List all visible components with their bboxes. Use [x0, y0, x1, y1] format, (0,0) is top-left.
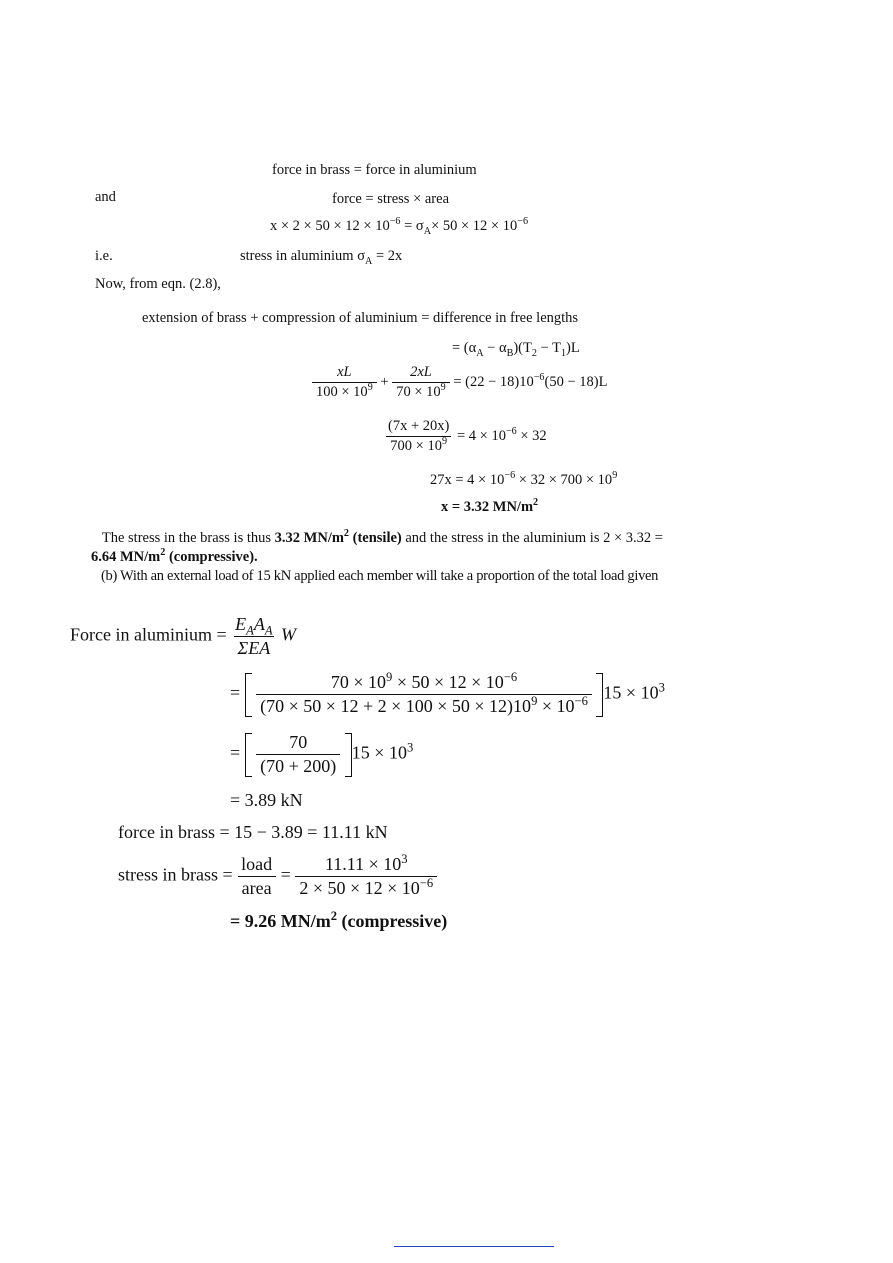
exponent: 9	[612, 470, 618, 482]
text-bold: (tensile)	[348, 530, 402, 546]
numerator: 11.11 × 10	[324, 854, 402, 874]
term: = (22 − 18)10	[453, 373, 534, 390]
term: = 4 × 10	[456, 427, 506, 444]
eq-lhs: stress in brass	[118, 864, 218, 885]
term: − α	[483, 340, 507, 356]
ref-eqn: Now, from eqn. (2.8),	[95, 276, 221, 292]
exponent: 9	[386, 670, 393, 684]
eq-extension	[142, 310, 578, 327]
left-bracket	[245, 673, 252, 717]
exponent: 2	[330, 909, 338, 923]
exponent: −6	[503, 670, 518, 684]
subscript: A	[423, 225, 432, 237]
term: × 50 × 12 × 10	[431, 218, 518, 234]
eq-lhs: Force in aluminium	[70, 624, 212, 645]
eq-force-stress-area: force = stress × area	[332, 191, 450, 207]
fraction	[256, 672, 592, 717]
eq-stress-brass: stress in brass = $\frac{\text{load}}{\text{area}}$ = $\frac{11.11 \times 10^3}{2 \times 50 \times 12 \times 10^{-6}}$	[118, 854, 437, 899]
denominator: 2 × 50 × 12 × 10	[299, 878, 420, 898]
term: stress in aluminium σ	[240, 248, 366, 264]
denominator: 700 × 10	[390, 438, 442, 454]
left-bracket	[245, 733, 252, 777]
label-and: and	[95, 189, 116, 205]
denominator: (70 × 50 × 12 + 2 × 100 × 50 × 12)10	[260, 696, 532, 716]
eq-sigma-a	[270, 218, 528, 235]
term: 27x = 4 × 10	[430, 472, 505, 488]
eq-lhs: force in brass	[272, 162, 351, 178]
exponent: −6	[533, 372, 545, 383]
exponent: 9	[441, 436, 448, 448]
text: (b) With an external load of 15 kN applied each member will take a proportion of the total load given	[100, 568, 659, 584]
numerator: (7x + 20x)	[388, 418, 450, 434]
exponent: 3	[401, 852, 408, 866]
fraction	[256, 732, 340, 777]
exponent: 9	[531, 694, 538, 708]
plus-sign: +	[380, 373, 389, 390]
denominator: × 10	[537, 696, 575, 716]
term: = 2x	[375, 248, 403, 264]
term: × 32	[516, 427, 547, 444]
term: − T	[536, 340, 561, 356]
text-bold: 6.64 MN/m	[91, 549, 161, 565]
subscript: A	[246, 623, 254, 638]
eq-stress-brass-result	[230, 911, 447, 932]
subscript: A	[476, 347, 484, 359]
numerator: E	[235, 614, 247, 634]
numerator: xL	[337, 364, 352, 380]
subscript: 1	[560, 347, 567, 359]
eq-force-balance: force in brass = force in aluminium	[272, 162, 477, 178]
exponent: 3	[658, 680, 665, 695]
subscript: A	[264, 623, 273, 638]
paragraph-stress-summary	[91, 529, 691, 567]
exponent: −6	[389, 216, 401, 228]
eq-rhs: stress × area	[377, 191, 450, 207]
exponent: 2	[160, 547, 166, 559]
numerator: × 50 × 12 × 10	[392, 672, 504, 692]
numerator: A	[253, 614, 265, 634]
exponent: 9	[367, 382, 373, 394]
numerator: 70	[289, 732, 308, 752]
denominator: ΣEA	[234, 636, 275, 659]
eq-combined	[384, 418, 547, 455]
term: x × 2 × 50 × 12 × 10	[270, 218, 390, 234]
term: (50 − 18)L	[544, 373, 608, 390]
fraction	[312, 364, 377, 401]
fraction	[231, 614, 276, 659]
denominator: area	[238, 876, 276, 899]
term: 15 × 10	[351, 742, 407, 763]
term: (compressive)	[337, 911, 448, 931]
eq-force-aluminium-numbers: = $\frac{70 \times 10^9 \times 50 \times 12 \times 10^{-6}}{(70 \times 50 \times 12 + 2 \times 100 \times 50 \times 12)10^9 \times 10^{-6}}$ $15 \times 10^3$	[230, 670, 665, 716]
subscript: 2	[531, 347, 537, 359]
term: )(T	[513, 340, 532, 356]
eq-rhs: force in aluminium	[365, 162, 477, 178]
term: = 9.26 MN/m	[230, 911, 331, 931]
term: x = 3.32 MN/m	[441, 499, 534, 515]
label-ie: i.e.	[95, 248, 113, 264]
text-bold: 3.32 MN/m	[274, 530, 344, 546]
eq-27x	[430, 472, 617, 489]
term: × 32 × 700 × 10	[515, 472, 613, 488]
eq-lhs: force in brass	[118, 822, 215, 842]
fraction	[392, 364, 450, 401]
exponent: 2	[533, 497, 539, 509]
eq-lhs: force	[332, 191, 362, 207]
denominator: 70 × 10	[396, 384, 441, 400]
term: W	[281, 624, 297, 645]
fraction	[384, 418, 453, 455]
numerator: 2xL	[410, 364, 432, 380]
subscript: A	[365, 255, 373, 267]
subscript: B	[506, 347, 514, 359]
denominator: 100 × 10	[316, 384, 368, 400]
exponent: −6	[505, 426, 517, 437]
text: and the stress in the aluminium is 2 × 3.32 =	[401, 530, 663, 546]
fraction	[295, 854, 437, 899]
text: The stress in the brass is thus	[101, 530, 275, 546]
eq-rhs: = 15 − 3.89 = 11.11 kN	[219, 822, 388, 842]
right-bracket	[345, 733, 352, 777]
exponent: 9	[440, 382, 446, 394]
text-bold: (compressive).	[165, 549, 258, 565]
term: 15 × 10	[603, 682, 659, 703]
term: = (α	[452, 340, 477, 356]
term: )L	[566, 340, 580, 356]
numerator: load	[241, 854, 273, 874]
eq-force-brass	[118, 822, 388, 843]
eq-thermal-difference	[452, 340, 580, 357]
exponent: −6	[574, 694, 588, 708]
exponent: −6	[504, 470, 516, 482]
numerator: 70 × 10	[330, 672, 387, 692]
fraction	[237, 854, 276, 899]
eq-force-aluminium-result: = 3.89 kN	[230, 790, 303, 810]
eq-force-aluminium: Force in aluminium = $\frac{E_AA_A}{\text{ΣEA}}$ W	[70, 614, 297, 658]
eq-rhs: = difference in free lengths	[421, 310, 579, 326]
exponent: −6	[419, 876, 434, 890]
exponent: 2	[343, 528, 349, 540]
eq-stress-aluminium	[240, 248, 402, 265]
term: = σ	[404, 218, 424, 234]
exponent: −6	[517, 216, 529, 228]
exponent: 3	[406, 740, 414, 755]
eq-force-aluminium-simplified: = $\frac{70}{(70 + 200)}$ $15 \times 10^3$	[230, 732, 414, 776]
paragraph-part-b	[91, 567, 691, 586]
eq-x-result	[441, 499, 538, 516]
eq-lhs: extension of brass + compression of aluminium	[142, 310, 418, 326]
footer-link-underline[interactable]	[394, 1246, 554, 1247]
denominator: (70 + 200)	[256, 754, 340, 777]
eq-strain-sum	[312, 364, 607, 401]
